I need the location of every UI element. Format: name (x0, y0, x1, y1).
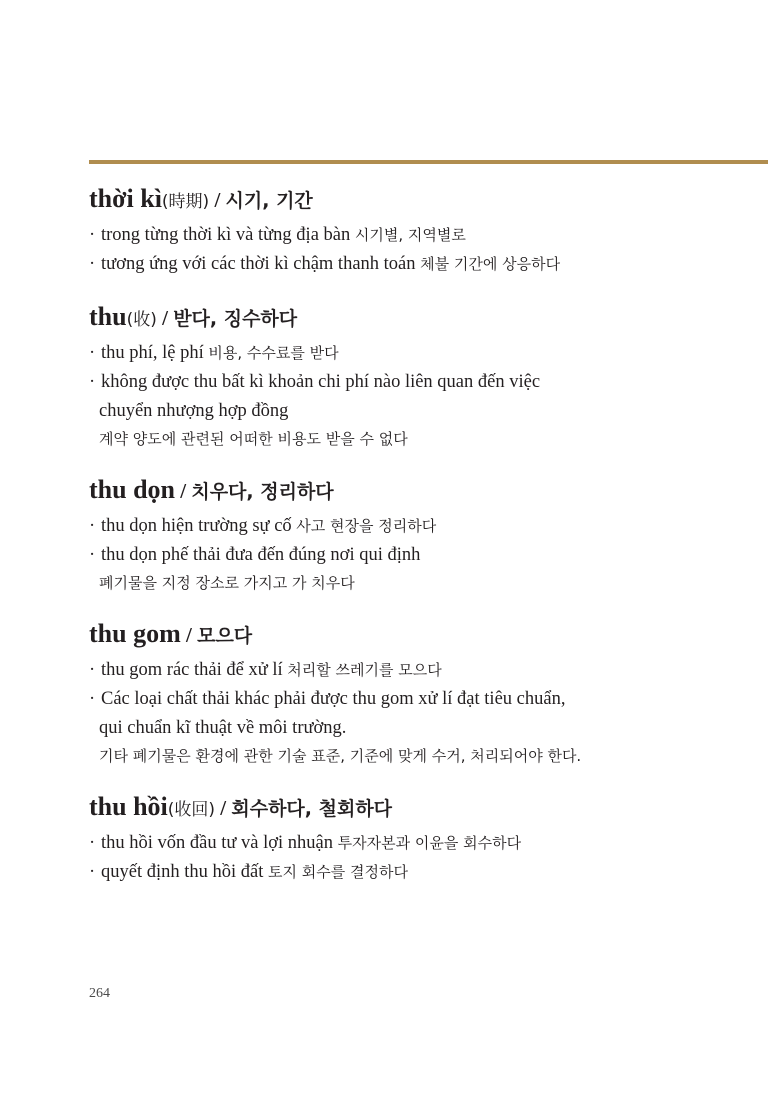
example-line (89, 221, 749, 250)
bullet: · (89, 343, 96, 363)
example-vietnamese: thu hồi vốn đầu tư và lợi nhuận (101, 833, 334, 853)
example-korean: 처리할 쓰레기를 모으다 (287, 661, 442, 679)
bullet: · (89, 516, 96, 536)
example-vietnamese: không được thu bất kì khoản chi phí nào liên quan đến việc (101, 372, 541, 392)
example-korean-continuation: 기타 폐기물은 환경에 관한 기술 표준, 기준에 맞게 수거, 처리되어야 한다. (99, 747, 582, 765)
bullet: · (89, 372, 96, 392)
headword (89, 616, 749, 656)
example-korean-continuation: 계약 양도에 관련된 어떠한 비용도 받을 수 없다 (99, 430, 408, 448)
headword-separator: / (175, 479, 192, 503)
headword-hanja: (收) (126, 310, 157, 330)
headword (89, 472, 749, 512)
bullet: · (89, 833, 96, 853)
headword-vietnamese: thời kì (89, 184, 162, 213)
headword-separator: / (215, 796, 232, 820)
bullet: · (89, 225, 96, 245)
bullet: · (89, 254, 96, 274)
entry-thu-hoi (89, 789, 749, 887)
headword (89, 181, 749, 221)
example-line (89, 685, 749, 714)
bullet: · (89, 545, 96, 565)
headword-separator: / (209, 188, 226, 212)
example-vietnamese: Các loại chất thải khác phải được thu gom xử lí đạt tiêu chuẩn, (101, 689, 566, 709)
bullet: · (89, 862, 96, 882)
entry-thu (89, 299, 749, 452)
headword-vietnamese: thu dọn (89, 475, 175, 504)
example-line (89, 541, 749, 570)
example-korean: 토지 회수를 결정하다 (268, 863, 408, 881)
example-vietnamese: thu phí, lệ phí (101, 343, 204, 363)
example-line (89, 656, 749, 685)
example-line (89, 512, 749, 541)
example-korean: 비용, 수수료를 받다 (208, 344, 339, 362)
headword-separator: / (156, 306, 174, 330)
example-korean: 체불 기간에 상응하다 (420, 255, 561, 273)
example-korean: 시기별, 지역별로 (354, 226, 466, 244)
example-korean-continuation: 폐기물을 지정 장소로 가지고 가 치우다 (99, 574, 355, 592)
example-vietnamese: tương ứng với các thời kì chậm thanh toán (101, 254, 416, 274)
headword-vietnamese: thu gom (89, 619, 181, 648)
example-korean: 투자자본과 이윤을 회수하다 (337, 834, 522, 852)
headword-separator: / (180, 623, 198, 647)
example-line (89, 339, 749, 368)
header-rule (89, 160, 768, 164)
example-vietnamese: trong từng thời kì và từng địa bàn (101, 225, 351, 245)
headword-korean: 받다, 징수하다 (173, 308, 298, 330)
entry-thu-gom (89, 616, 749, 769)
example-vietnamese: quyết định thu hồi đất (101, 862, 264, 882)
headword-vietnamese: thu hồi (89, 792, 168, 821)
example-vietnamese: thu dọn phế thải đưa đến đúng nơi qui định (101, 545, 421, 565)
example-vietnamese: thu dọn hiện trường sự cố (101, 516, 292, 536)
example-vietnamese-continuation: qui chuẩn kĩ thuật về môi trường. (99, 718, 347, 738)
headword-korean: 시기, 기간 (225, 190, 313, 212)
example-vietnamese-continuation: chuyển nhượng hợp đồng (99, 401, 289, 421)
example-vietnamese: thu gom rác thải để xử lí (101, 660, 283, 680)
headword-vietnamese: thu (89, 302, 127, 331)
bullet: · (89, 689, 96, 709)
headword-korean: 회수하다, 철회하다 (231, 798, 393, 820)
headword-korean: 치우다, 정리하다 (191, 481, 334, 503)
headword (89, 299, 749, 339)
entry-thoi-ki (89, 181, 749, 279)
example-korean: 사고 현장을 정리하다 (296, 517, 437, 535)
page-number: 264 (89, 986, 110, 1001)
example-line (89, 829, 749, 858)
example-line (89, 858, 749, 887)
dictionary-entries (89, 181, 749, 907)
headword-hanja: (時期) (161, 192, 210, 212)
headword-korean: 모으다 (197, 625, 253, 647)
headword (89, 789, 749, 829)
entry-thu-don (89, 472, 749, 596)
example-line (89, 250, 749, 279)
bullet: · (89, 660, 96, 680)
headword-hanja: (收回) (167, 800, 216, 820)
example-line (89, 368, 749, 397)
